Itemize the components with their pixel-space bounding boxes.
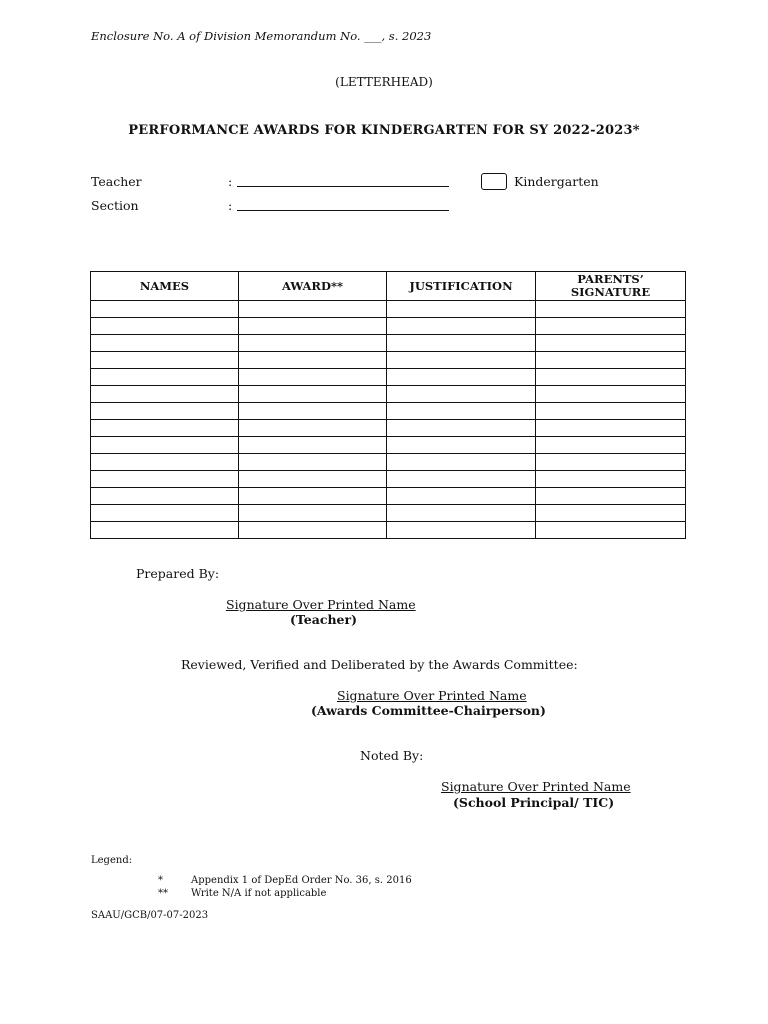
section-blank-line[interactable]: [237, 198, 449, 211]
committee-role-label: (Awards Committee-Chairperson): [311, 703, 546, 718]
cell-justification[interactable]: [387, 318, 536, 335]
cell-award[interactable]: [239, 301, 387, 318]
cell-justification[interactable]: [387, 522, 536, 539]
cell-parents-signature[interactable]: [536, 335, 686, 352]
cell-award[interactable]: [239, 420, 387, 437]
table-row: [91, 437, 686, 454]
table-row: [91, 318, 686, 335]
table-row: [91, 505, 686, 522]
cell-justification[interactable]: [387, 420, 536, 437]
legend-mark-2: **: [158, 888, 168, 899]
cell-justification[interactable]: [387, 301, 536, 318]
cell-parents-signature[interactable]: [536, 522, 686, 539]
col-header-award: AWARD**: [239, 272, 387, 301]
cell-justification[interactable]: [387, 488, 536, 505]
letterhead-placeholder: (LETTERHEAD): [335, 75, 433, 89]
cell-award[interactable]: [239, 403, 387, 420]
table-row: [91, 352, 686, 369]
table-row: [91, 488, 686, 505]
cell-award[interactable]: [239, 454, 387, 471]
cell-parents-signature[interactable]: [536, 301, 686, 318]
cell-parents-signature[interactable]: [536, 437, 686, 454]
legend-mark-1: *: [158, 875, 163, 886]
cell-justification[interactable]: [387, 471, 536, 488]
cell-names[interactable]: [91, 403, 239, 420]
cell-names[interactable]: [91, 454, 239, 471]
cell-parents-signature[interactable]: [536, 386, 686, 403]
awards-table: [90, 271, 686, 539]
cell-parents-signature[interactable]: [536, 318, 686, 335]
legend-text-2: Write N/A if not applicable: [191, 888, 327, 899]
cell-names[interactable]: [91, 488, 239, 505]
table-row: [91, 471, 686, 488]
cell-award[interactable]: [239, 335, 387, 352]
cell-award[interactable]: [239, 437, 387, 454]
cell-award[interactable]: [239, 369, 387, 386]
cell-names[interactable]: [91, 386, 239, 403]
cell-justification[interactable]: [387, 386, 536, 403]
teacher-blank-line[interactable]: [237, 174, 449, 187]
noted-by-label: Noted By:: [360, 748, 424, 763]
col-header-parents-signature: PARENTS’ SIGNATURE: [536, 272, 686, 301]
cell-award[interactable]: [239, 386, 387, 403]
cell-names[interactable]: [91, 505, 239, 522]
cell-names[interactable]: [91, 369, 239, 386]
table-row: [91, 386, 686, 403]
teacher-role-label: (Teacher): [290, 612, 357, 627]
cell-award[interactable]: [239, 318, 387, 335]
cell-parents-signature[interactable]: [536, 403, 686, 420]
kindergarten-label: Kindergarten: [514, 174, 599, 189]
cell-parents-signature[interactable]: [536, 505, 686, 522]
teacher-signature-line[interactable]: Signature Over Printed Name: [226, 597, 416, 612]
cell-names[interactable]: [91, 335, 239, 352]
table-row: [91, 420, 686, 437]
cell-names[interactable]: [91, 318, 239, 335]
cell-parents-signature[interactable]: [536, 488, 686, 505]
committee-signature-line[interactable]: Signature Over Printed Name: [337, 688, 527, 703]
cell-names[interactable]: [91, 301, 239, 318]
section-colon: :: [228, 198, 233, 213]
cell-justification[interactable]: [387, 437, 536, 454]
cell-parents-signature[interactable]: [536, 454, 686, 471]
cell-names[interactable]: [91, 437, 239, 454]
awards-table-body: [91, 301, 686, 539]
legend-title: Legend:: [91, 855, 133, 866]
col-header-justification: JUSTIFICATION: [387, 272, 536, 301]
cell-parents-signature[interactable]: [536, 420, 686, 437]
col-header-names: NAMES: [91, 272, 239, 301]
cell-parents-signature[interactable]: [536, 471, 686, 488]
document-code: SAAU/GCB/07-07-2023: [91, 910, 209, 921]
cell-names[interactable]: [91, 522, 239, 539]
cell-parents-signature[interactable]: [536, 352, 686, 369]
section-label: Section: [91, 198, 139, 213]
table-header-row: [91, 272, 686, 301]
cell-justification[interactable]: [387, 403, 536, 420]
cell-award[interactable]: [239, 505, 387, 522]
table-row: [91, 403, 686, 420]
cell-award[interactable]: [239, 488, 387, 505]
table-row: [91, 369, 686, 386]
cell-justification[interactable]: [387, 352, 536, 369]
cell-award[interactable]: [239, 352, 387, 369]
cell-justification[interactable]: [387, 505, 536, 522]
cell-names[interactable]: [91, 471, 239, 488]
cell-award[interactable]: [239, 522, 387, 539]
cell-names[interactable]: [91, 420, 239, 437]
table-row: [91, 522, 686, 539]
cell-names[interactable]: [91, 352, 239, 369]
cell-award[interactable]: [239, 471, 387, 488]
principal-role-label: (School Principal/ TIC): [453, 795, 615, 810]
enclosure-note: Enclosure No. A of Division Memorandum No. ___, s. 2023: [91, 29, 432, 43]
page-title: PERFORMANCE AWARDS FOR KINDERGARTEN FOR SY 2022-2023*: [128, 123, 640, 138]
table-row: [91, 301, 686, 318]
legend-text-1: Appendix 1 of DepEd Order No. 36, s. 2016: [191, 875, 412, 886]
table-row: [91, 335, 686, 352]
teacher-label: Teacher: [91, 174, 142, 189]
table-row: [91, 454, 686, 471]
reviewed-by-label: Reviewed, Verified and Deliberated by the Awards Committee:: [181, 657, 578, 672]
prepared-by-label: Prepared By:: [136, 566, 220, 581]
principal-signature-line[interactable]: Signature Over Printed Name: [441, 779, 631, 794]
cell-justification[interactable]: [387, 335, 536, 352]
teacher-colon: :: [228, 174, 233, 189]
kindergarten-checkbox[interactable]: [481, 173, 507, 190]
cell-justification[interactable]: [387, 454, 536, 471]
cell-parents-signature[interactable]: [536, 369, 686, 386]
cell-justification[interactable]: [387, 369, 536, 386]
